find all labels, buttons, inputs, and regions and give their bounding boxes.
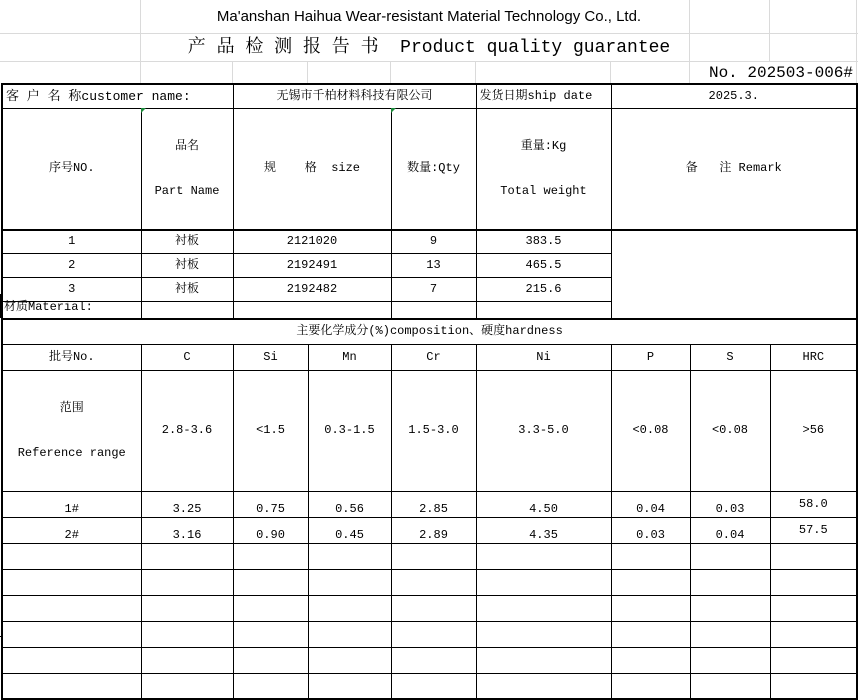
reference-value: 1.5-3.0 (391, 370, 476, 491)
reference-row (2, 370, 857, 491)
reference-value: 0.3-1.5 (308, 370, 391, 491)
empty-cell (690, 621, 770, 647)
header-cr: Cr (391, 344, 476, 370)
empty-cell (770, 569, 857, 595)
header-c: C (141, 344, 233, 370)
empty-cell (233, 673, 308, 699)
material-label: 材质Material: (4, 300, 93, 314)
empty-cell (770, 621, 857, 647)
batch-no: 1# (2, 491, 141, 517)
value-p: 0.03 (611, 517, 690, 543)
reference-value: <0.08 (611, 370, 690, 491)
empty-cell (233, 569, 308, 595)
empty-cell (391, 569, 476, 595)
row-part: 衬板 (141, 278, 233, 302)
empty-cell (308, 647, 391, 673)
header-ni: Ni (476, 344, 611, 370)
value-c: 3.25 (141, 491, 233, 517)
empty-cell (476, 543, 611, 569)
reference-value: 2.8-3.6 (141, 370, 233, 491)
gridline (0, 61, 858, 62)
row-qty: 13 (391, 254, 476, 278)
gridline (390, 61, 391, 83)
empty-cell (391, 595, 476, 621)
header-hrc: HRC (770, 344, 857, 370)
empty-cell (611, 621, 690, 647)
empty-cell (233, 647, 308, 673)
table-row (2, 491, 857, 517)
header-part-name-en: Part Name (154, 183, 220, 198)
header-weight-en: Total weight (500, 183, 587, 198)
empty-row (2, 647, 857, 673)
empty-cell (141, 647, 233, 673)
value-mn: 0.45 (308, 517, 391, 543)
value-p: 0.04 (611, 491, 690, 517)
empty-cell (2, 569, 141, 595)
empty-cell (690, 569, 770, 595)
empty-cell (611, 569, 690, 595)
reference-value: <1.5 (233, 370, 308, 491)
empty-cell (770, 595, 857, 621)
value-s: 0.04 (690, 517, 770, 543)
row-weight: 215.6 (476, 278, 611, 302)
empty-cell (2, 647, 141, 673)
header-part-name (141, 108, 233, 230)
empty-cell (233, 595, 308, 621)
value-mn: 0.56 (308, 491, 391, 517)
empty-cell (2, 543, 141, 569)
empty-cell (770, 543, 857, 569)
header-size: 规 格 size (233, 108, 391, 230)
empty-cell (2, 621, 141, 647)
empty-cell (476, 621, 611, 647)
cell-error-indicator (391, 108, 396, 113)
empty-row (2, 595, 857, 621)
reference-value: 3.3-5.0 (476, 370, 611, 491)
composition-table (1, 318, 858, 700)
empty-cell (391, 543, 476, 569)
empty-cell (611, 595, 690, 621)
ship-date-label: 发货日期ship date (476, 84, 611, 108)
value-hrc: 57.5 (770, 517, 857, 543)
empty-cell (233, 621, 308, 647)
value-si: 0.75 (233, 491, 308, 517)
reference-value: <0.08 (690, 370, 770, 491)
value-s: 0.03 (690, 491, 770, 517)
empty-cell (141, 621, 233, 647)
header-s: S (690, 344, 770, 370)
empty-cell (391, 621, 476, 647)
reference-label (2, 370, 141, 491)
customer-label: 客 户 名 称customer name: (2, 84, 233, 108)
table-row (2, 517, 857, 543)
value-hrc: 58.0 (770, 491, 857, 517)
header-no: 序号NO. (2, 108, 141, 230)
row-weight: 465.5 (476, 254, 611, 278)
empty-cell (308, 595, 391, 621)
empty-cell (233, 543, 308, 569)
batch-no: 2# (2, 517, 141, 543)
empty-cell (308, 673, 391, 699)
row-qty: 7 (391, 278, 476, 302)
reference-value: >56 (770, 370, 857, 491)
header-qty: 数量:Qty (391, 108, 476, 230)
document-title: 产 品 检 测 报 告 书 Product quality guarantee (187, 38, 671, 58)
header-weight (476, 108, 611, 230)
empty-cell (391, 647, 476, 673)
header-remark: 备 注 Remark (611, 108, 857, 230)
header-p: P (611, 344, 690, 370)
empty-cell (770, 647, 857, 673)
row-part: 衬板 (141, 254, 233, 278)
empty-cell (476, 647, 611, 673)
empty-cell (308, 543, 391, 569)
gridline (307, 61, 308, 83)
header-weight-cn: 重量:Kg (520, 138, 567, 153)
empty-row (2, 621, 857, 647)
row-no: 3 (2, 278, 141, 302)
reference-label-en: Reference range (17, 445, 126, 460)
value-cr: 2.85 (391, 491, 476, 517)
table-row (2, 230, 857, 254)
document-number: No. 202503-006# (708, 64, 853, 82)
value-ni: 4.50 (476, 491, 611, 517)
header-mn: Mn (308, 344, 391, 370)
row-size: 2192491 (233, 254, 391, 278)
row-part: 衬板 (141, 230, 233, 254)
cell-error-indicator (141, 108, 146, 113)
row-no: 2 (2, 254, 141, 278)
customer-value: 无锡市千柏材料科技有限公司 (233, 84, 476, 108)
composition-title: 主要化学成分(%)composition、硬度hardness (2, 319, 857, 344)
empty-cell (611, 647, 690, 673)
empty-cell (141, 543, 233, 569)
empty-cell (141, 569, 233, 595)
row-no: 1 (2, 230, 141, 254)
header-part-name-cn: 品名 (174, 138, 199, 153)
empty-row (2, 569, 857, 595)
header-batch: 批号No. (2, 344, 141, 370)
empty-cell (611, 673, 690, 699)
empty-cell (2, 673, 141, 699)
empty-cell (308, 569, 391, 595)
gridline (0, 33, 858, 34)
company-name: Ma'anshan Haihua Wear-resistant Material Technology Co., Ltd. (216, 8, 642, 25)
row-size: 2192482 (233, 278, 391, 302)
row-weight: 383.5 (476, 230, 611, 254)
empty-cell (141, 673, 233, 699)
empty-cell (141, 595, 233, 621)
row-qty: 9 (391, 230, 476, 254)
gridline (475, 61, 476, 83)
empty-cell (690, 543, 770, 569)
value-cr: 2.89 (391, 517, 476, 543)
reference-label-cn: 范围 (59, 400, 84, 415)
empty-cell (690, 673, 770, 699)
ship-date-value: 2025.3. (611, 84, 857, 108)
gridline (232, 61, 233, 83)
empty-row (2, 543, 857, 569)
empty-cell (2, 595, 141, 621)
empty-cell (476, 569, 611, 595)
empty-cell (391, 673, 476, 699)
empty-cell (611, 543, 690, 569)
empty-cell (308, 621, 391, 647)
empty-cell (690, 647, 770, 673)
value-c: 3.16 (141, 517, 233, 543)
value-si: 0.90 (233, 517, 308, 543)
header-si: Si (233, 344, 308, 370)
gridline (610, 61, 611, 83)
empty-cell (690, 595, 770, 621)
value-ni: 4.35 (476, 517, 611, 543)
empty-cell (770, 673, 857, 699)
empty-row (2, 673, 857, 699)
empty-cell (476, 673, 611, 699)
row-size: 2121020 (233, 230, 391, 254)
empty-cell (476, 595, 611, 621)
